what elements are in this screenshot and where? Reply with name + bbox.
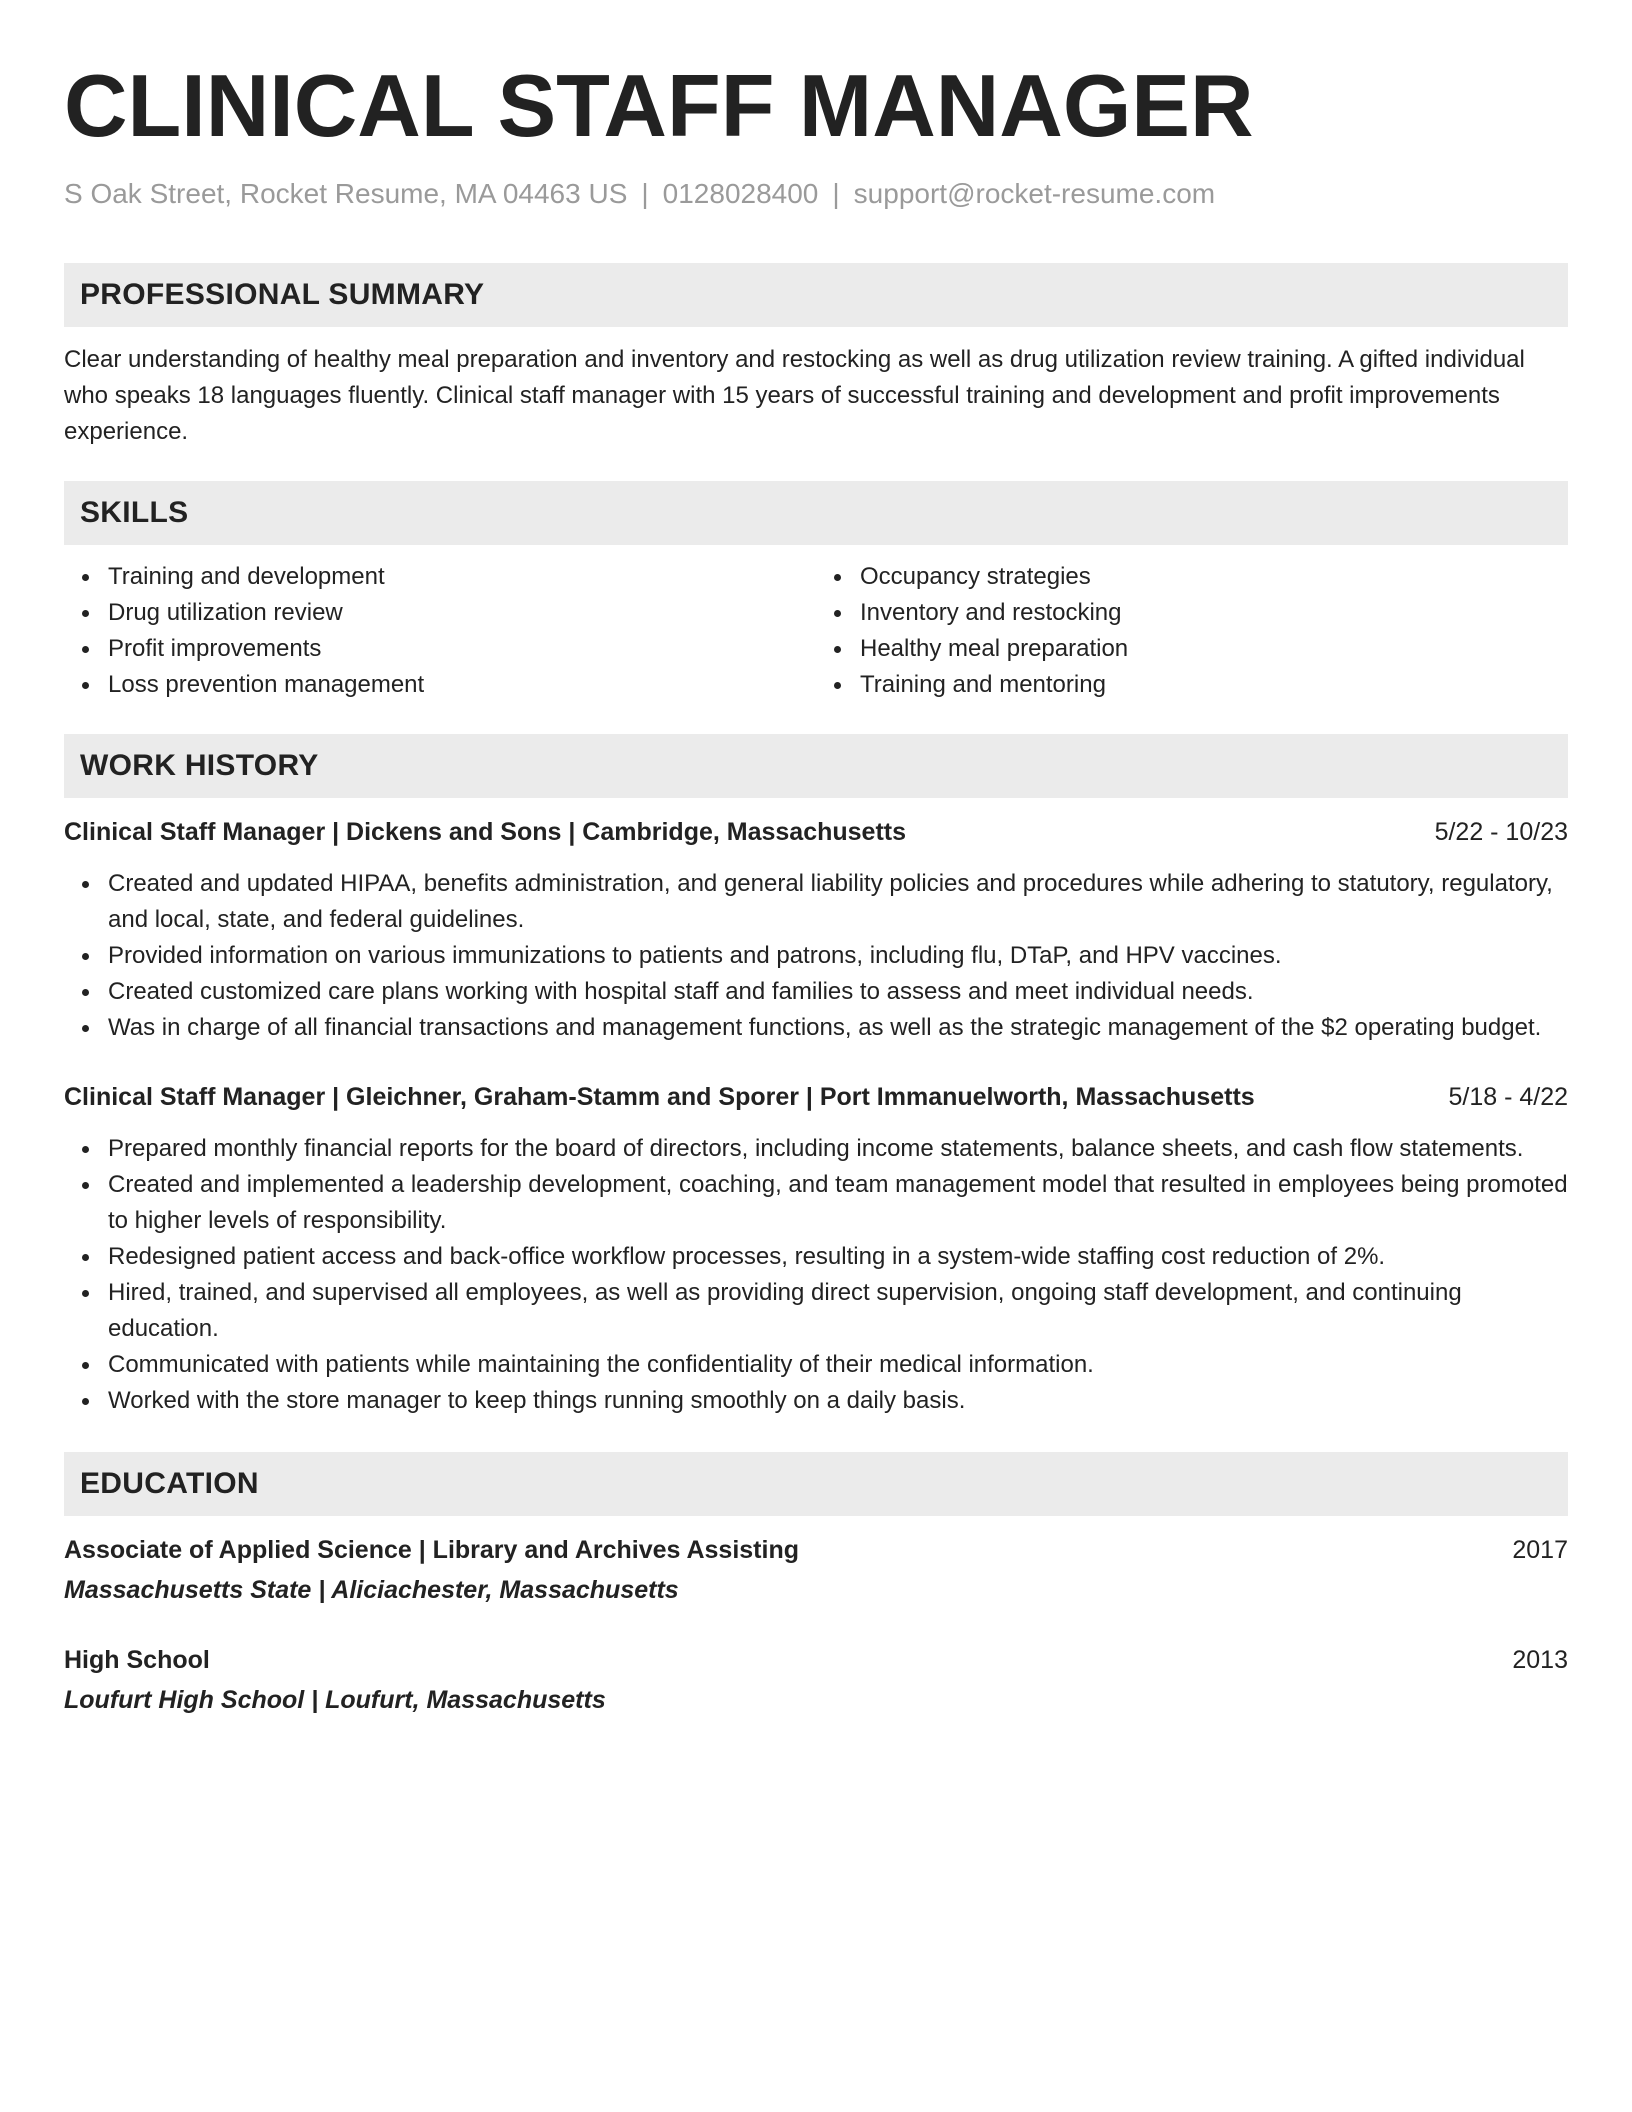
summary-text: Clear understanding of healthy meal preparation and inventory and restocking as well as drug utilization review training. A gifted individual who speaks 18 languages fluently. Clinical staff manager with 15 years of successful training and development and profit improvements experience.	[64, 346, 1525, 445]
job-title: Clinical Staff Manager | Dickens and Sons | Cambridge, Massachusetts	[64, 818, 907, 846]
job-bullet: Provided information on various immunizations to patients and patrons, including flu, DTaP, and HPV vaccines.	[108, 938, 1568, 974]
skill-item: Loss prevention management	[108, 667, 816, 703]
education-school: Massachusetts State | Aliciachester, Massachusetts	[64, 1576, 679, 1604]
job-bullet: Created customized care plans working with hospital staff and families to assess and meet individual needs.	[108, 974, 1568, 1010]
job-bullet: Redesigned patient access and back-office workflow processes, resulting in a system-wide staffing cost reduction of 2%.	[108, 1239, 1568, 1275]
education-year: 2017	[1512, 1536, 1568, 1564]
job-bullet: Worked with the store manager to keep things running smoothly on a daily basis.	[108, 1383, 1568, 1419]
skills-grid	[64, 559, 1568, 703]
job-bullet: Created and implemented a leadership development, coaching, and team management model that resulted in employees being promoted to higher levels of responsibility.	[108, 1167, 1568, 1239]
skill-item: Profit improvements	[108, 631, 816, 667]
contact-line	[64, 176, 1568, 212]
job-heading	[64, 1079, 1568, 1115]
job-dates: 5/18 - 4/22	[1448, 1083, 1568, 1111]
skill-item: Training and mentoring	[860, 667, 1568, 703]
skill-item: Inventory and restocking	[860, 595, 1568, 631]
contact-separator: |	[641, 178, 649, 209]
skill-item: Drug utilization review	[108, 595, 816, 631]
skill-item: Training and development	[108, 559, 816, 595]
job-title: Clinical Staff Manager | Gleichner, Graham-Stamm and Sporer | Port Immanuelworth, Massachusetts	[64, 1083, 1255, 1111]
education-school: Loufurt High School | Loufurt, Massachusetts	[64, 1686, 606, 1714]
section-header-work-history: WORK HISTORY	[64, 734, 1568, 798]
contact-address: S Oak Street, Rocket Resume, MA 04463 US	[64, 178, 628, 209]
contact-email: support@rocket-resume.com	[853, 178, 1216, 209]
education-entry	[64, 1642, 1568, 1718]
job-bullets	[64, 866, 1568, 1046]
skills-list-left	[64, 559, 816, 703]
education-entry	[64, 1532, 1568, 1608]
job-heading	[64, 814, 1568, 850]
contact-phone: 0128028400	[662, 178, 819, 209]
education-year: 2013	[1512, 1646, 1568, 1674]
contact-separator: |	[832, 178, 840, 209]
job-bullet: Communicated with patients while maintaining the confidentiality of their medical information.	[108, 1347, 1568, 1383]
skill-item: Occupancy strategies	[860, 559, 1568, 595]
job-bullet: Prepared monthly financial reports for the board of directors, including income statements, balance sheets, and cash flow statements.	[108, 1131, 1568, 1167]
job-dates: 5/22 - 10/23	[1434, 818, 1568, 846]
education-heading	[64, 1642, 1568, 1678]
education-degree: Associate of Applied Science | Library and Archives Assisting	[64, 1536, 799, 1564]
job-bullet: Hired, trained, and supervised all employees, as well as providing direct supervision, ongoing staff development, and continuing education.	[108, 1275, 1568, 1347]
section-header-summary: PROFESSIONAL SUMMARY	[64, 263, 1568, 327]
skills-list-right	[816, 559, 1568, 703]
section-header-education: EDUCATION	[64, 1452, 1568, 1516]
education-degree: High School	[64, 1646, 210, 1674]
education-heading	[64, 1532, 1568, 1568]
resume-name: CLINICAL STAFF MANAGER	[64, 56, 1254, 155]
job-bullets	[64, 1131, 1568, 1419]
section-header-skills: SKILLS	[64, 481, 1568, 545]
job-bullet: Was in charge of all financial transactions and management functions, as well as the strategic management of the $2 operating budget.	[108, 1010, 1568, 1046]
skill-item: Healthy meal preparation	[860, 631, 1568, 667]
job-bullet: Created and updated HIPAA, benefits administration, and general liability policies and procedures while adhering to statutory, regulatory, and local, state, and federal guidelines.	[108, 866, 1568, 938]
